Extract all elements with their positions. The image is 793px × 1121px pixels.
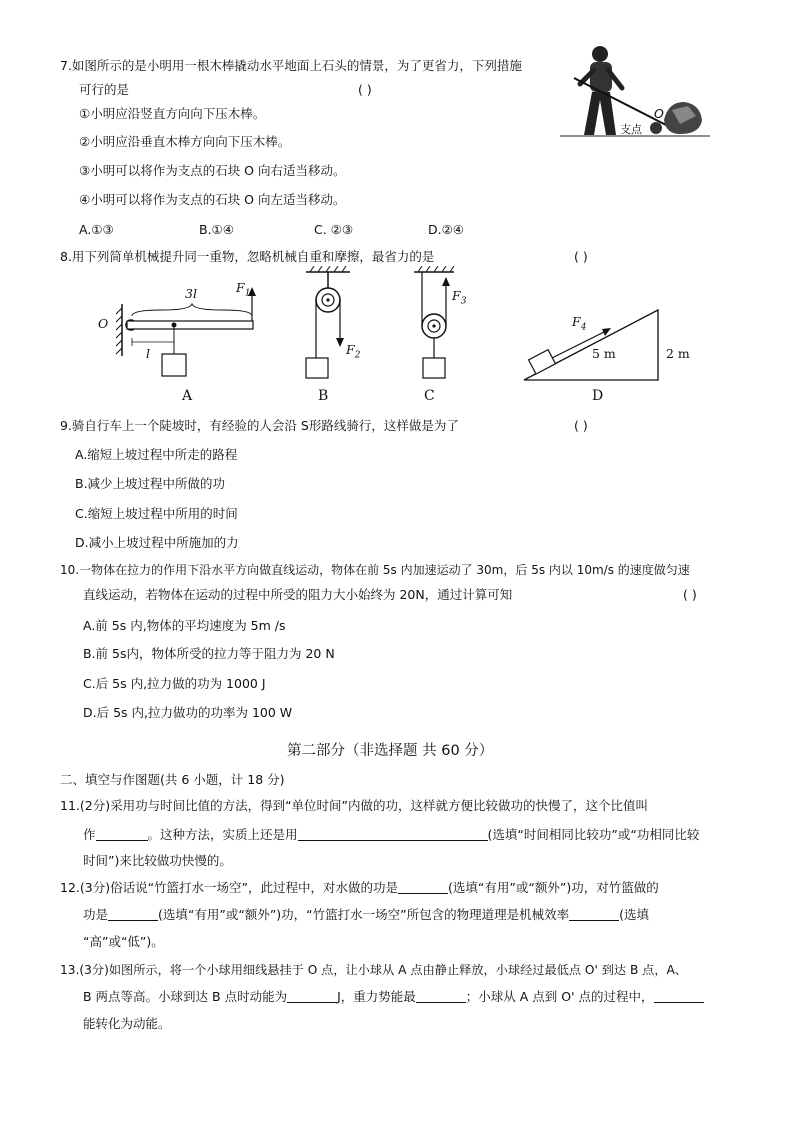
q13-line3: 能转化为动能。 <box>83 1016 171 1031</box>
q8a-f1-label: $F_1$ <box>236 280 251 299</box>
q10-option-c: C.后 5s 内,拉力做的功为 1000 J <box>83 676 266 691</box>
q7-choice-c: C. ②③ <box>314 222 354 237</box>
q8-figure-c <box>410 266 470 406</box>
q8b-f2-label: $F_2$ <box>346 342 361 361</box>
q8a-3l-label: 3l <box>185 286 197 301</box>
q8c-f3-label: $F_3$ <box>452 288 467 307</box>
q8a-l-label: l <box>146 346 150 361</box>
q8d-slope-label: 5 m <box>592 346 616 361</box>
q7-option-2: ②小明应沿垂直木棒方向向下压木棒。 <box>79 134 291 149</box>
q8-stem: 8.用下列简单机械提升同一重物，忽略机械自重和摩擦，最省力的是 <box>60 249 435 264</box>
q8d-height-label: 2 m <box>666 346 690 361</box>
q8c-caption: C <box>424 388 435 404</box>
q7-choice-b: B.①④ <box>199 222 234 237</box>
q7-stem-line1: 7.如图所示的是小明用一根木棒撬动水平地面上石头的情景，为了更省力，下列措施 <box>60 58 522 73</box>
q10-option-b: B.前 5s内，物体所受的拉力等于阻力为 20 N <box>83 646 335 661</box>
q7-choice-a: A.①③ <box>79 222 114 237</box>
q8d-f4-label: $F_4$ <box>572 314 587 333</box>
q12-blank-1[interactable] <box>398 881 448 894</box>
q7-lever-figure <box>560 40 710 140</box>
q8b-caption: B <box>318 388 329 404</box>
q7-stem-line2: 可行的是 <box>79 82 130 97</box>
q7-choice-d: D.②④ <box>428 222 465 237</box>
q11-line1: 11.(2分)采用功与时间比值的方法，得到“单位时间”内做的功，这样就方便比较做功的快慢了，这个比值叫 <box>60 798 649 813</box>
q13-blank-1[interactable] <box>287 990 337 1003</box>
q8-figure-a <box>98 276 272 406</box>
q10-option-d: D.后 5s 内,拉力做功的功率为 100 W <box>83 705 293 720</box>
q13-blank-2[interactable] <box>416 990 466 1003</box>
q10-stem-line1: 10.一物体在拉力的作用下沿水平方向做直线运动，物体在前 5s 内加速运动了 30m，后 5s 内以 10m/s 的速度做匀速 <box>60 563 690 577</box>
q13-line2: B 两点等高。小球到达 B 点时动能为 J，重力势能最 ；小球从 A 点到 O' 点的过程中， <box>83 989 704 1005</box>
q7-option-1: ①小明应沿竖直方向向下压木棒。 <box>79 106 266 121</box>
q7-option-4: ④小明可以将作为支点的石块 O 向左适当移动。 <box>79 192 346 207</box>
q8a-caption: A <box>182 388 193 404</box>
q7-option-3: ③小明可以将作为支点的石块 O 向右适当移动。 <box>79 163 346 178</box>
q7-answer-paren: ( ) <box>358 82 372 97</box>
q11-blank-2[interactable] <box>298 828 488 841</box>
q9-option-c: C.缩短上坡过程中所用的时间 <box>75 506 238 521</box>
q11-blank-1[interactable] <box>96 828 148 841</box>
q12-line2: 功是 (选填“有用”或“额外”)功，“竹篮打水一场空”所包含的物理道理是机械效率 (选填 <box>83 907 650 922</box>
part2-title: 第二部分（非选择题 共 60 分） <box>287 743 494 759</box>
q11-line3: 时间”)来比较做功快慢的。 <box>83 853 232 868</box>
q8d-caption: D <box>592 388 604 404</box>
q12-blank-2[interactable] <box>108 908 158 921</box>
q7-fig-o-label: O <box>654 106 664 121</box>
q12-blank-3[interactable] <box>569 908 619 921</box>
q8a-o-label: O <box>98 316 109 331</box>
q13-line1: 13.(3分)如图所示，将一个小球用细线悬挂于 O 点，让小球从 A 点由静止释放，小球经过最低点 O' 到达 B 点，A、 <box>60 963 688 977</box>
q9-option-d: D.减小上坡过程中所施加的力 <box>75 535 239 550</box>
q10-option-a: A.前 5s 内,物体的平均速度为 5m /s <box>83 618 286 633</box>
q9-option-b: B.减少上坡过程中所做的功 <box>75 476 226 491</box>
section2-heading: 二、填空与作图题(共 6 小题，计 18 分) <box>60 772 285 787</box>
q8-answer-paren: ( ) <box>574 249 588 264</box>
q11-line2: 作 。这种方法，实质上还是用 (选填“时间相同比较功”或“功相同比较 <box>83 827 700 842</box>
q9-option-a: A.缩短上坡过程中所走的路程 <box>75 447 238 462</box>
q8-figure-b <box>300 266 360 406</box>
q10-stem-line2: 直线运动，若物体在运动的过程中所受的阻力大小始终为 20N，通过计算可知 <box>83 587 513 602</box>
q10-answer-paren: ( ) <box>683 587 697 602</box>
q9-stem: 9.骑自行车上一个陡坡时，有经验的人会沿 S形路线骑行，这样做是为了 <box>60 418 459 433</box>
q7-fig-fulcrum-label: 支点 <box>620 123 642 136</box>
q12-line1: 12.(3分)俗话说“竹篮打水一场空”，此过程中，对水做的功是 (选填“有用”或“额外”)功，对竹篮做的 <box>60 880 659 895</box>
q12-line3: “高”或“低”)。 <box>83 934 164 949</box>
q13-blank-3[interactable] <box>654 990 704 1003</box>
q8-figure-d <box>522 300 702 410</box>
q9-answer-paren: ( ) <box>574 418 588 433</box>
